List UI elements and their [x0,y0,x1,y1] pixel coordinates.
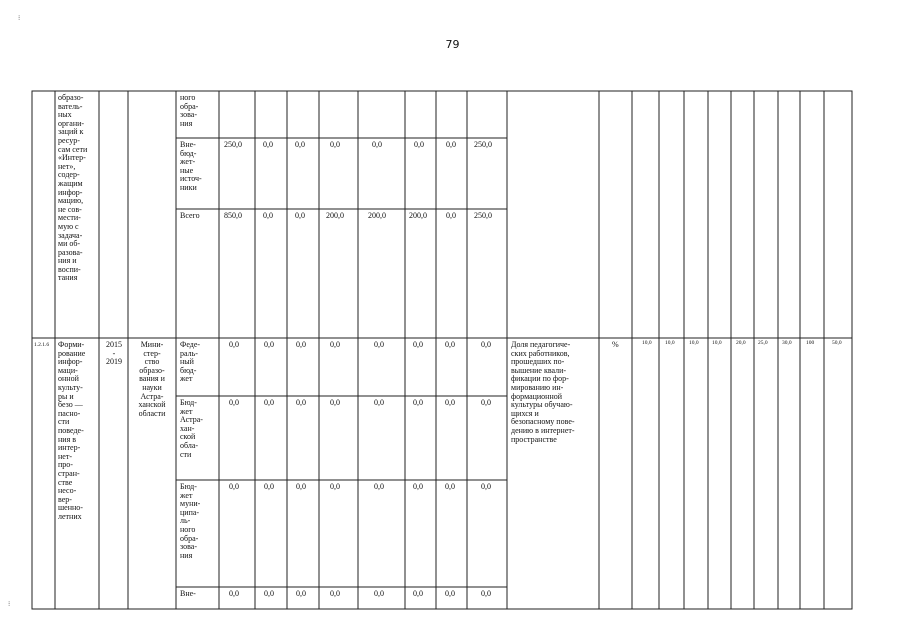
target-value: 25,0 [758,340,768,346]
block2-period: 2015 - 2019 [106,340,122,367]
value-cell: 0,0 [330,589,340,598]
target-value: 10,0 [642,340,652,346]
target-value: 30,0 [782,340,792,346]
value-cell: 0,0 [445,589,455,598]
value-cell: 0,0 [481,398,491,407]
value-cell: 0,0 [413,589,423,598]
target-value: 20,0 [736,340,746,346]
value-cell: 0,0 [374,589,384,598]
value-cell: 0,0 [296,398,306,407]
scan-artifact: ⁝ [8,600,11,608]
value-cell: 0,0 [263,140,273,149]
block2-unit: % [612,340,619,349]
block2-source-2: Бюд- жет Астра- хан- ской обла- сти [180,398,203,459]
value-cell: 0,0 [263,211,273,220]
value-cell: 250,0 [224,140,242,149]
value-cell: 0,0 [413,482,423,491]
target-value: 10,0 [689,340,699,346]
value-cell: 0,0 [264,398,274,407]
block2-indicator: Доля педагогиче- ских работников, прошедших по- вышение квали- фикации по фор- мированию ин- формационной культуры обучаю- щихся и безопасному пове- дению в интернет- пространстве [511,340,575,444]
value-cell: 0,0 [413,398,423,407]
block2-source-3: Бюд- жет муни- ципа- ль- ного обра- зова- ния [180,482,201,560]
page-number: 79 [445,38,460,51]
value-cell: 0,0 [296,340,306,349]
value-cell: 0,0 [445,340,455,349]
block2-name: Форми- рование инфор- маци- онной культу- ры и безо — пасно- сти поведе- ния в интер- нет- про- стран- стве несо- вер- шенно- летних [58,340,86,521]
value-cell: 0,0 [413,340,423,349]
value-cell: 250,0 [474,211,492,220]
value-cell: 0,0 [229,482,239,491]
value-cell: 0,0 [414,140,424,149]
scan-artifact: ⁝ [18,14,21,22]
value-cell: 200,0 [409,211,427,220]
value-cell: 0,0 [330,482,340,491]
target-value: 50,0 [832,340,842,346]
value-cell: 0,0 [446,140,456,149]
block1-source-2: Вне- бюд- жет- ные источ- ники [180,140,202,192]
block1-source-1: ного обра- зова- ния [180,93,199,128]
block2-index: 1.2.1.6 [34,342,50,348]
value-cell: 850,0 [224,211,242,220]
value-cell: 0,0 [374,340,384,349]
value-cell: 0,0 [295,140,305,149]
block2-source-4: Вне- [180,589,196,598]
value-cell: 0,0 [264,340,274,349]
value-cell: 0,0 [372,140,382,149]
value-cell: 0,0 [264,482,274,491]
value-cell: 0,0 [374,482,384,491]
value-cell: 0,0 [295,211,305,220]
value-cell: 0,0 [445,398,455,407]
target-value: 10,0 [712,340,722,346]
value-cell: 0,0 [229,340,239,349]
value-cell: 0,0 [264,589,274,598]
target-value: 10,0 [665,340,675,346]
value-cell: 0,0 [374,398,384,407]
value-cell: 200,0 [368,211,386,220]
value-cell: 250,0 [474,140,492,149]
block1-source-3: Всего [180,211,200,220]
value-cell: 0,0 [330,140,340,149]
value-cell: 0,0 [229,589,239,598]
value-cell: 0,0 [445,482,455,491]
value-cell: 0,0 [481,589,491,598]
value-cell: 0,0 [481,482,491,491]
value-cell: 0,0 [330,398,340,407]
value-cell: 0,0 [481,340,491,349]
block2-executor: Мини- стер- ство образо- вания и науки Астра- ханской области [138,340,166,418]
value-cell: 200,0 [326,211,344,220]
block1-name: образо- ватель- ных органи- заций к ресур- сам сети «Интер- нет», содер- жащим инфор- мацию, не сов- мести- мую с задача- ми об- разова- ния и воспи- тания [58,93,88,283]
value-cell: 0,0 [296,482,306,491]
value-cell: 0,0 [330,340,340,349]
value-cell: 0,0 [229,398,239,407]
block2-source-1: Феде- раль- ный бюд- жет [180,340,201,384]
target-value: 100 [806,340,815,346]
value-cell: 0,0 [446,211,456,220]
value-cell: 0,0 [296,589,306,598]
